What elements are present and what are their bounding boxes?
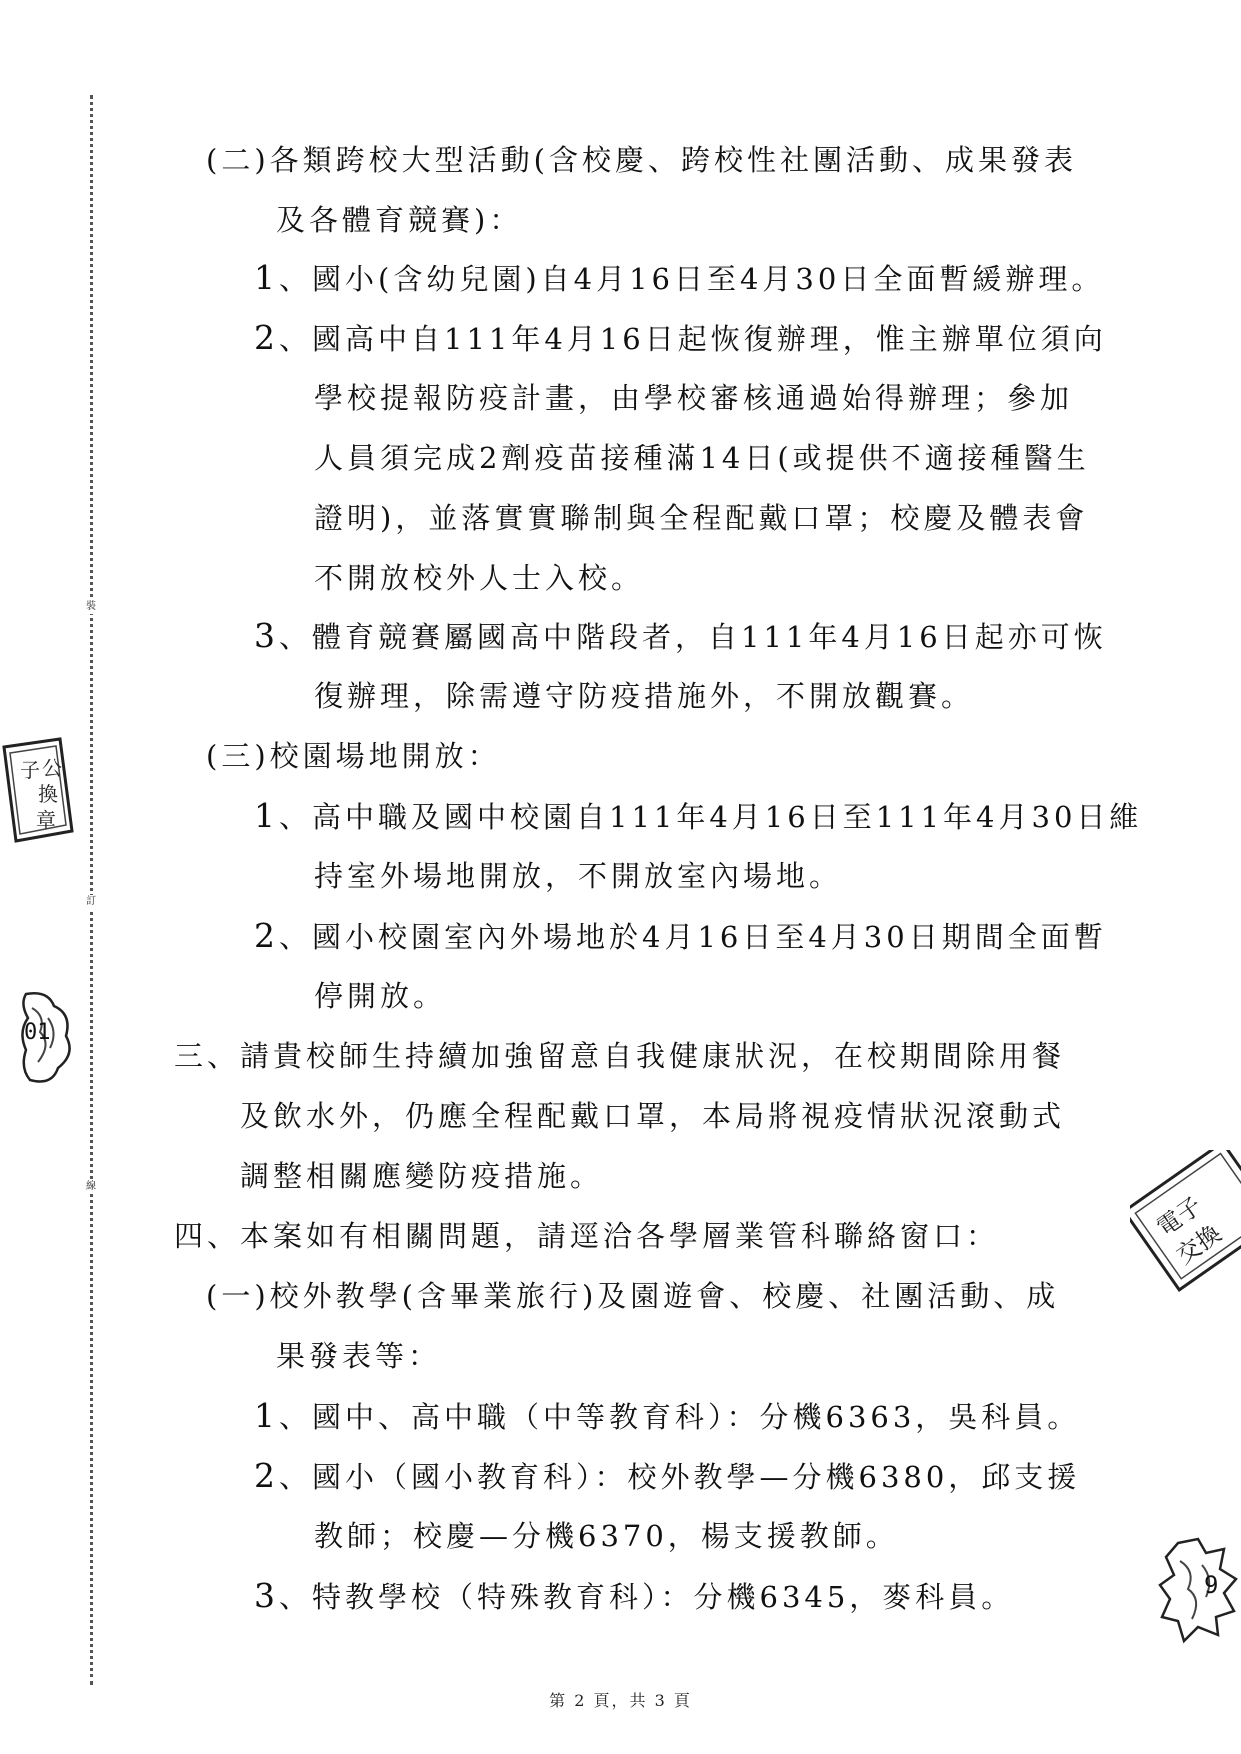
- left-seal-number: 01: [24, 1020, 51, 1045]
- point3-line-1: 三、請貴校師生持續加強留意自我健康狀況，在校期間除用餐: [174, 1039, 1066, 1073]
- page-number: 第 2 頁，共 3 頁: [549, 1691, 692, 1710]
- item-text: 、國小校園室內外場地於4月16日至4月30日期間全面暫: [279, 920, 1107, 954]
- binding-mark-bottom: 線: [86, 1181, 96, 1192]
- item-number: 3: [254, 616, 275, 655]
- section2-item-3-line-2: 復辦理，除需遵守防疫措施外，不開放觀賽。: [314, 679, 975, 713]
- point4-subheading-cont: 果發表等：: [276, 1339, 442, 1373]
- item-number: 2: [254, 916, 275, 955]
- right-official-seal: [1130, 1150, 1241, 1300]
- section2-heading-cont: 及各體育競賽)：: [276, 203, 523, 237]
- item-number: 2: [254, 318, 275, 357]
- binding-mark-middle: 訂: [86, 896, 96, 907]
- seal-icon: [1130, 1150, 1241, 1300]
- svg-text:公: 公: [42, 756, 62, 780]
- right-seal-fragment: [1158, 1535, 1238, 1645]
- item-text: 、國小(含幼兒園)自4月16日至4月30日全面暫緩辦理。: [279, 262, 1105, 296]
- svg-text:電子: 電子: [1151, 1191, 1207, 1242]
- binding-mark-top: 裝: [86, 601, 96, 612]
- item-text: 、特教學校（特殊教育科）：分機6345，麥科員。: [279, 1580, 1015, 1614]
- point4-item-1: [254, 1396, 1080, 1437]
- section2-item-2-line-4: 證明)，並落實實聯制與全程配戴口罩；校慶及體表會: [314, 501, 1089, 535]
- section2-heading: (二)各類跨校大型活動(含校慶、跨校性社團活動、成果發表: [206, 143, 1077, 177]
- section3-heading: (三)校園場地開放：: [206, 739, 501, 773]
- point4-item-2-line-2: 教師；校慶—分機6370，楊支援教師。: [314, 1519, 899, 1553]
- point3-line-3: 調整相關應變防疫措施。: [240, 1159, 604, 1193]
- section3-item-2: [254, 916, 1107, 957]
- left-seal-fragment: [18, 988, 76, 1088]
- left-official-seal: [0, 735, 78, 845]
- section2-item-1: [254, 258, 1104, 299]
- svg-text:章: 章: [36, 808, 56, 832]
- svg-text:交換: 交換: [1171, 1219, 1227, 1270]
- section2-item-3: [254, 616, 1107, 657]
- item-text: 、高中職及國中校園自111年4月16日至111年4月30日維: [279, 800, 1143, 834]
- item-number: 1: [254, 796, 275, 835]
- section2-item-2-line-5: 不開放校外人士入校。: [314, 561, 645, 595]
- section3-item-1: [254, 796, 1142, 837]
- section3-item-2-line-2: 停開放。: [314, 979, 447, 1013]
- item-number: 2: [254, 1456, 275, 1495]
- right-seal-number: 9: [1204, 1571, 1219, 1599]
- svg-text:子: 子: [20, 758, 40, 782]
- item-number: 1: [254, 1396, 275, 1435]
- seal-icon: [0, 735, 78, 845]
- item-text: 、國中、高中職（中等教育科）：分機6363，吳科員。: [279, 1400, 1081, 1434]
- point3-line-2: 及飲水外，仍應全程配戴口罩，本局將視疫情狀況滾動式: [240, 1099, 1066, 1133]
- point4-heading: 四、本案如有相關問題，請逕洽各學層業管科聯絡窗口：: [174, 1219, 1000, 1253]
- item-text: 、體育競賽屬國高中階段者，自111年4月16日起亦可恢: [279, 620, 1107, 654]
- item-number: 3: [254, 1576, 275, 1615]
- item-text: 、國小（國小教育科）：校外教學—分機6380，邱支援: [279, 1460, 1081, 1494]
- section2-item-2: [254, 318, 1107, 359]
- svg-text:換: 換: [38, 782, 58, 806]
- section3-item-1-line-2: 持室外場地開放，不開放室內場地。: [314, 859, 843, 893]
- point4-item-3: [254, 1576, 1014, 1617]
- point4-item-2: [254, 1456, 1080, 1497]
- item-text: 、國高中自111年4月16日起恢復辦理，惟主辦單位須向: [279, 322, 1107, 356]
- section2-item-2-line-2: 學校提報防疫計畫，由學校審核通過始得辦理；參加: [314, 381, 1074, 415]
- section2-item-2-line-3: 人員須完成2劑疫苗接種滿14日(或提供不適接種醫生: [314, 441, 1090, 475]
- item-number: 1: [254, 258, 275, 297]
- seal-fragment-icon: [1158, 1535, 1238, 1645]
- point4-subheading: (一)校外教學(含畢業旅行)及園遊會、校慶、社團活動、成: [206, 1279, 1060, 1313]
- binding-line: [90, 95, 93, 1685]
